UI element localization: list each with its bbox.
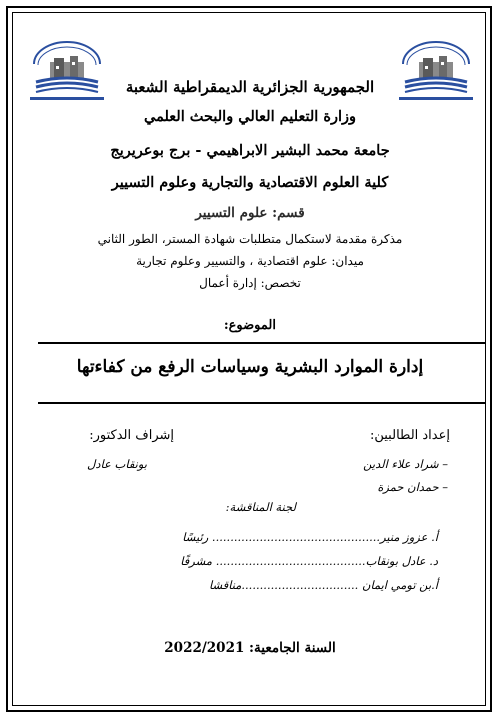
committee-member-2: د. عادل بونقاب......................................... مشرفًا [180,554,438,568]
republic-name: الجمهورية الجزائرية الديمقراطية الشعبة [125,78,375,96]
academic-year: السنة الجامعية: 2022/2021 [164,640,336,656]
top-rule [38,342,486,344]
students-label: إعداد الطالبين: [369,428,450,443]
thesis-description: مذكرة مقدمة لاستكمال متطلبات شهادة المستر، الطور الثاني [97,232,403,246]
thesis-title: إدارة الموارد البشرية وسياسات الرفع من كفاءتها [76,357,424,377]
ministry-name: وزارة التعليم العالي والبحث العلمي [144,108,356,125]
department-name: قسم: علوم التسيير [195,205,305,221]
supervisor-label: إشراف الدكتور: [89,428,174,443]
committee-member-1: أ. عزوز منير.............................................. رئيسًا [182,530,438,544]
faculty-name: كلية العلوم الاقتصادية والتجارية وعلوم التسيير [111,174,389,191]
committee-member-3: أ.بن تومي ايمان ................................مناقشا [208,578,438,592]
student-name-1: – شراد علاء الدين [363,457,448,471]
student-name-2: – حمدان حمزة [377,480,448,494]
bottom-rule [38,402,486,404]
supervisor-name: بونقاب عادل [87,457,147,471]
committee-label: لجنة المناقشة: [225,500,296,514]
thesis-field: ميدان: علوم اقتصادية ، والتسيير وعلوم تجارية [136,254,364,268]
subject-label: الموضوع: [223,318,276,333]
university-name: جامعة محمد البشير الابراهيمي - برج بوعريريج [110,142,390,159]
thesis-specialty: تخصص: إدارة أعمال [199,276,301,290]
